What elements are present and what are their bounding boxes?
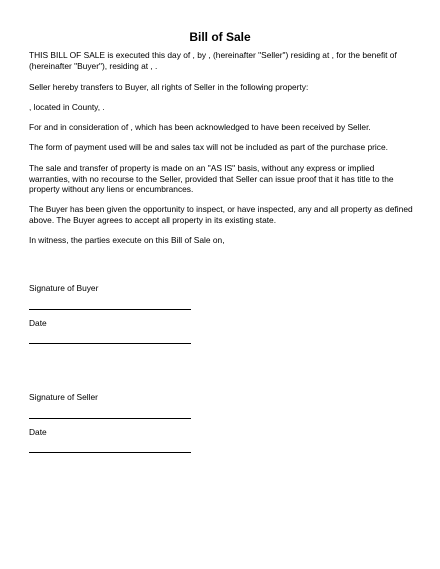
- seller-signature-label: Signature of Seller: [29, 392, 98, 402]
- buyer-signature-label: Signature of Buyer: [29, 283, 99, 293]
- inspection-paragraph: The Buyer has been given the opportunity to inspect, or have inspected, any and all property as defined above. The Buyer agrees to accept all property in its existing state.: [29, 204, 413, 225]
- witness-paragraph: In witness, the parties execute on this Bill of Sale on,: [29, 235, 225, 245]
- seller-date-line: [29, 452, 191, 453]
- buyer-date-label: Date: [29, 318, 47, 328]
- intro-paragraph: THIS BILL OF SALE is executed this day of , by , (hereinafter "Seller") residing at , for the benefit of (hereinafter "Buyer"), residing at , .: [29, 50, 397, 71]
- seller-date-label: Date: [29, 427, 47, 437]
- property-location-paragraph: , located in County, .: [29, 102, 105, 112]
- as-is-paragraph: The sale and transfer of property is made on an "AS IS" basis, without any express or implied warranties, with no recourse to the Seller, provided that Seller can issue proof that it has title to the property without any liens or encumbrances.: [29, 163, 394, 195]
- payment-paragraph: The form of payment used will be and sales tax will not be included as part of the purchase price.: [29, 142, 388, 152]
- buyer-date-line: [29, 343, 191, 344]
- seller-signature-line: [29, 418, 191, 419]
- transfer-paragraph: Seller hereby transfers to Buyer, all rights of Seller in the following property:: [29, 82, 309, 92]
- consideration-paragraph: For and in consideration of , which has been acknowledged to have been received by Seller.: [29, 122, 371, 132]
- buyer-signature-line: [29, 309, 191, 310]
- document-title: Bill of Sale: [189, 30, 251, 44]
